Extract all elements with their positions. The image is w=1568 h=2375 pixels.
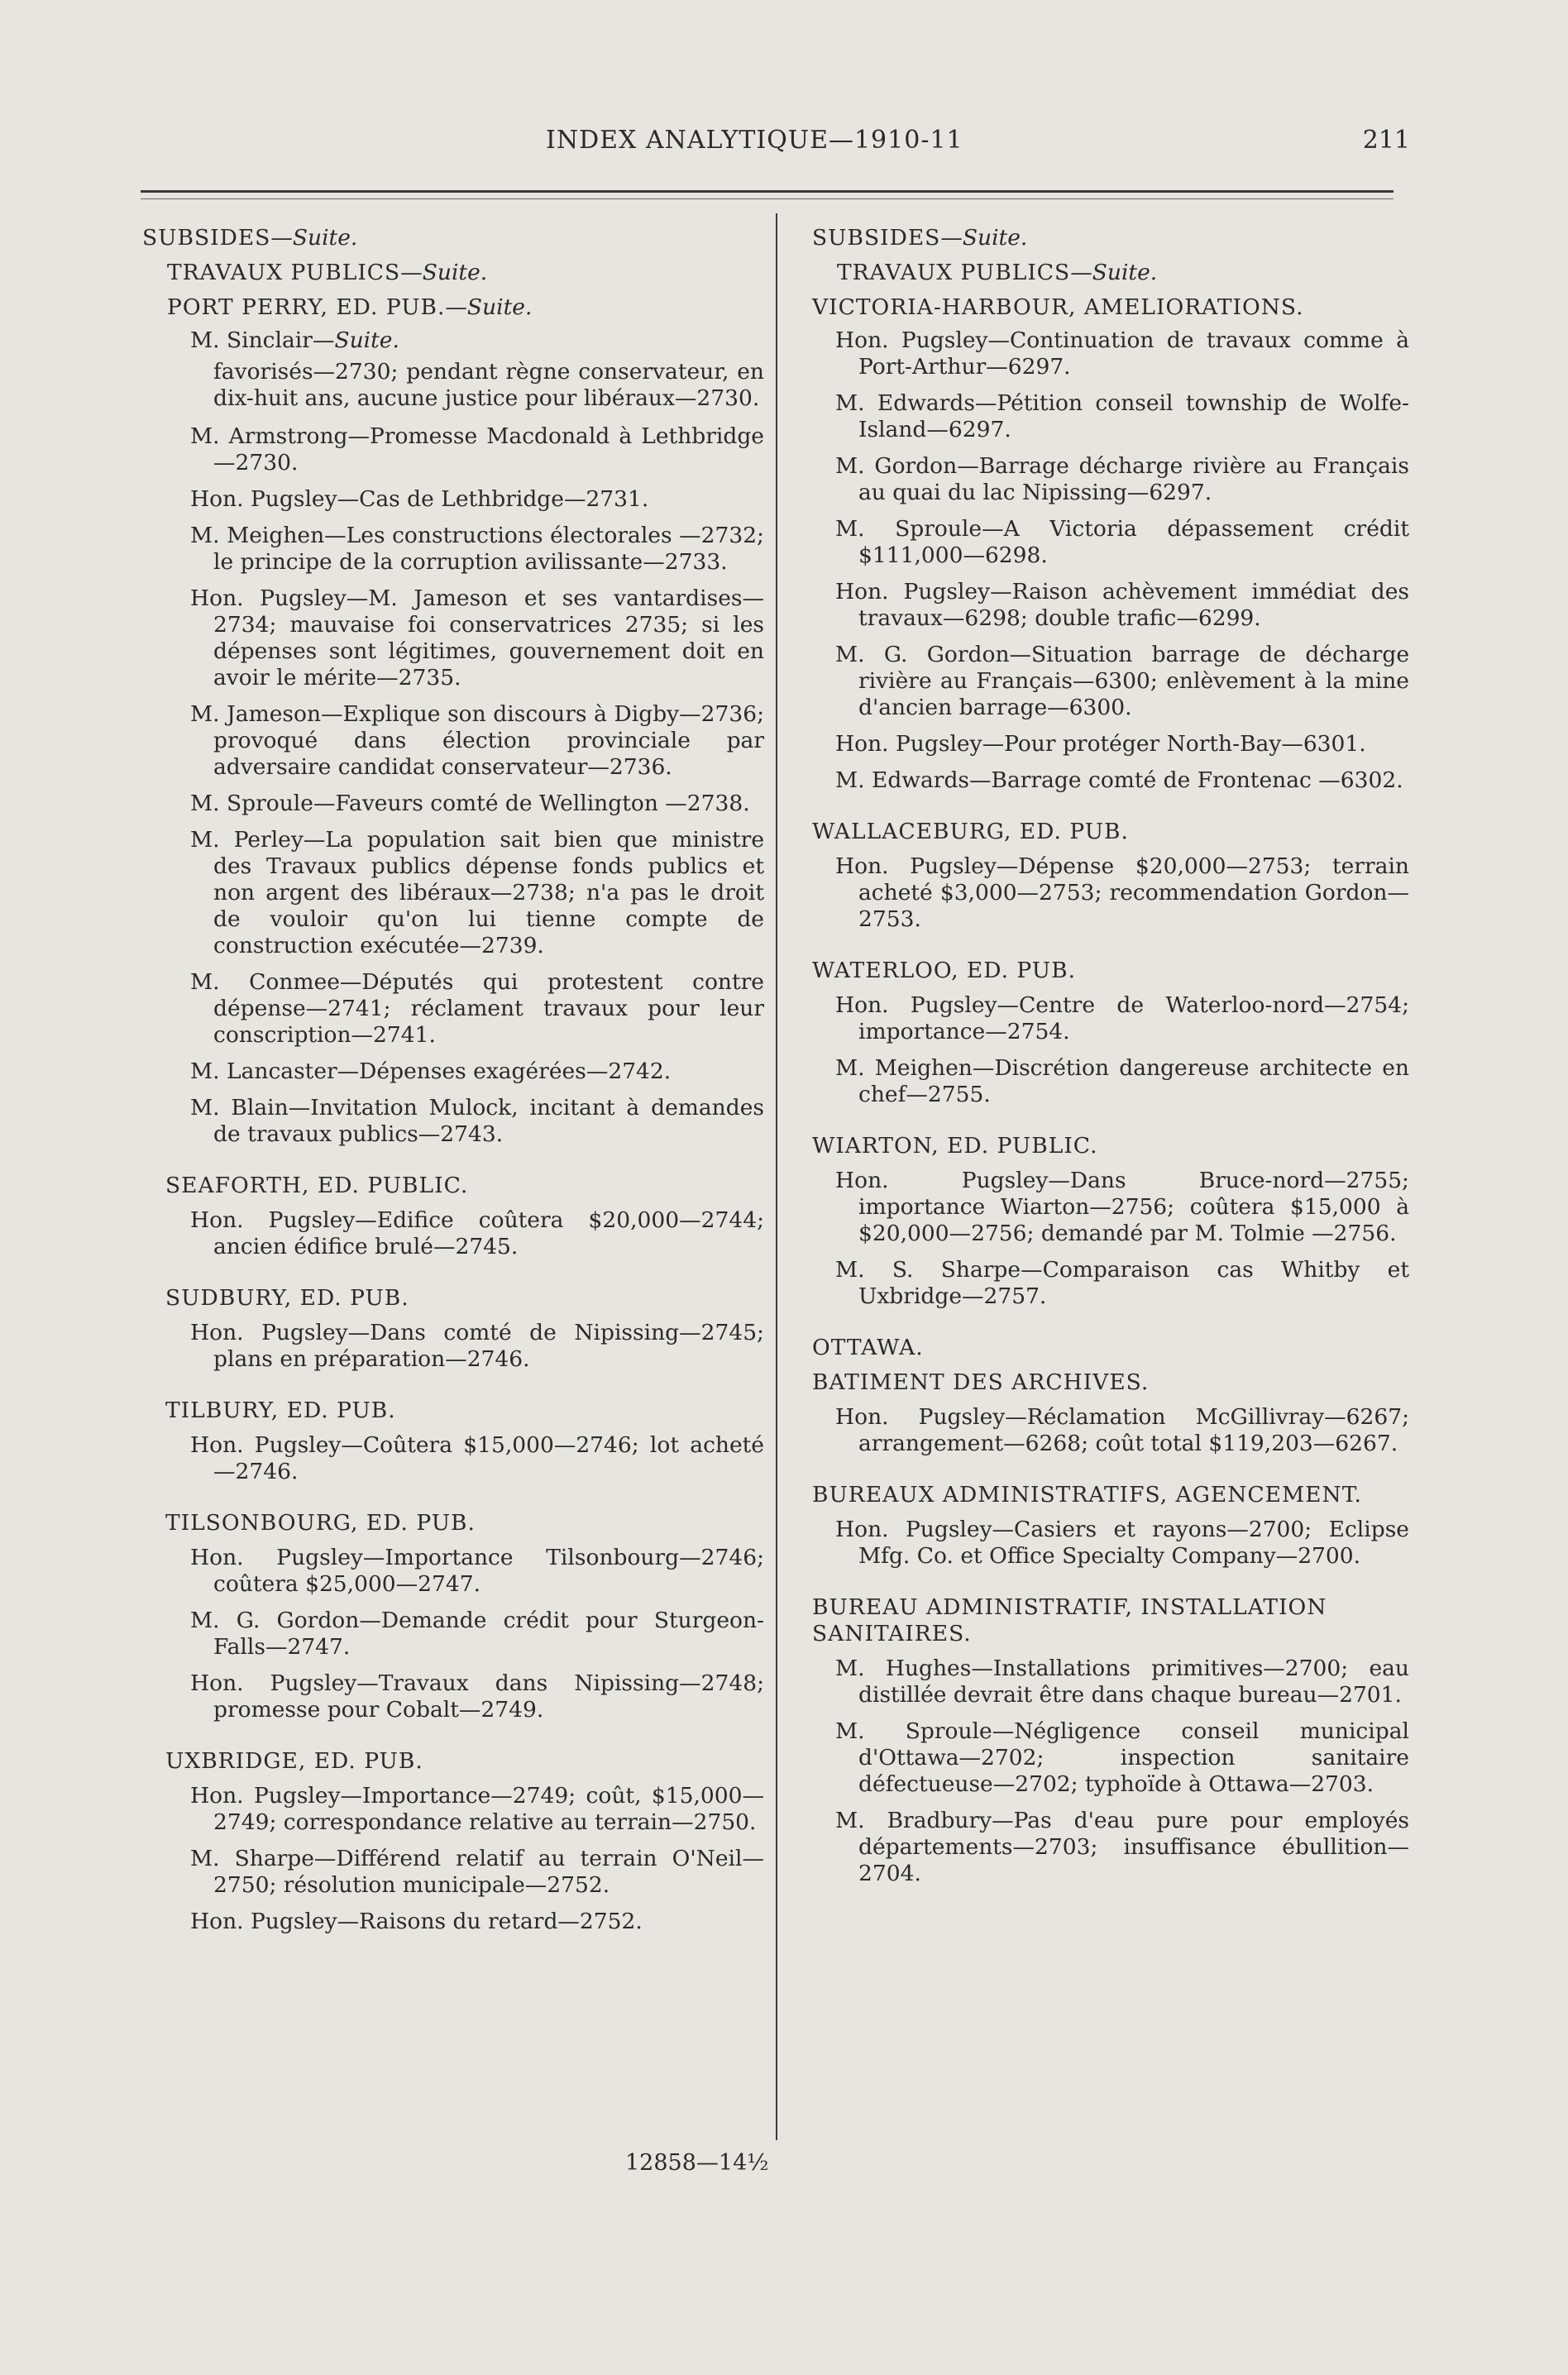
sinclair-text: favorisés—2730; pendant règne conservateur, en dix-huit ans, aucune justice pour libéraux—2730.	[213, 359, 764, 411]
index-entry: Hon. Pugsley—Raisons du retard—2752.	[190, 1909, 643, 1934]
index-entry: Hon. Pugsley—Importance Tilsonbourg—2746; coûtera $25,000—2747.	[190, 1545, 764, 1597]
index-entry: M. Meighen—Les constructions électorales —2732; le principe de la corruption avilissante—2733.	[190, 523, 764, 575]
index-entry: Hon. Pugsley—Coûtera $15,000—2746; lot acheté—2746.	[190, 1432, 764, 1484]
index-entry: M. G. Gordon—Situation barrage de décharge rivière au Français—6300; enlèvement à la mine d'ancien barrage—6300.	[835, 642, 1409, 720]
section-heading: TILSONBOURG, ED. PUB.	[165, 1510, 476, 1536]
index-entry: Hon. Pugsley—Dans comté de Nipissing—2745; plans en préparation—2746.	[190, 1320, 764, 1372]
heading-port-perry: PORT PERRY, ED. PUB.—Suite.	[167, 294, 533, 320]
page-header	[141, 126, 1410, 167]
index-entry: Hon. Pugsley—Travaux dans Nipissing—2748; promesse pour Cobalt—2749.	[190, 1670, 764, 1723]
index-entry: M. Perley—La population sait bien que ministre des Travaux publics dépense fonds publics et non argent des libéraux—2738; n'a pas le droit de vouloir qu'on lui tienne compte de construction exécutée—2739.	[190, 827, 764, 958]
ottawa-subsections	[812, 1369, 1409, 1887]
heading-subsides: SUBSIDES—Suite.	[142, 225, 358, 251]
index-entry: M. Sproule—Négligence conseil municipal d'Ottawa—2702; inspection sanitaire défectueuse—2702; typhoïde à Ottawa—2703.	[835, 1718, 1409, 1797]
index-entry: Hon. Pugsley—Importance—2749; coût, $15,000—2749; correspondance relative au terrain—2750.	[190, 1783, 764, 1835]
left-column	[142, 225, 764, 1945]
index-entry: M. Sproule—Faveurs comté de Wellington —2738.	[190, 791, 750, 816]
subsection-heading: BUREAU ADMINISTRATIF, INSTALLATION SANITAIRES.	[812, 1594, 1327, 1646]
header-rule-thin	[141, 198, 1394, 199]
index-entry: Hon. Pugsley—Continuation de travaux comme à Port-Arthur—6297.	[835, 327, 1409, 380]
left-sections	[142, 1173, 764, 1935]
index-entry: Hon. Pugsley—Casiers et rayons—2700; Eclipse Mfg. Co. et Office Specialty Company—2700.	[835, 1517, 1409, 1569]
section-heading: WALLACEBURG, ED. PUB.	[812, 819, 1129, 844]
section-heading: TILBURY, ED. PUB.	[165, 1398, 396, 1423]
section-heading: UXBRIDGE, ED. PUB.	[165, 1748, 423, 1774]
index-entry: M. S. Sharpe—Comparaison cas Whitby et Uxbridge—2757.	[835, 1257, 1409, 1309]
running-title: INDEX ANALYTIQUE—1910-11	[546, 126, 963, 155]
victoria-harbour-entries	[812, 327, 1409, 794]
index-entry: M. Hughes—Installations primitives—2700; eau distillée devrait être dans chaque bureau—2701.	[835, 1656, 1409, 1708]
index-entry: Hon. Pugsley—Raison achèvement immédiat des travaux—6298; double trafic—6299.	[835, 579, 1409, 631]
heading-victoria-harbour: VICTORIA-HARBOUR, AMELIORATIONS.	[812, 294, 1304, 320]
index-entry: M. Blain—Invitation Mulock, incitant à demandes de travaux publics—2743.	[190, 1095, 764, 1147]
heading-ottawa: OTTAWA.	[812, 1335, 924, 1360]
section-heading: WIARTON, ED. PUBLIC.	[812, 1133, 1098, 1159]
index-entry: Hon. Pugsley—Dépense $20,000—2753; terrain acheté $3,000—2753; recommendation Gordon—2753.	[835, 853, 1409, 932]
index-entry: Hon. Pugsley—Réclamation McGillivray—6267; arrangement—6268; coût total $119,203—6267.	[835, 1404, 1409, 1456]
index-entry: Hon. Pugsley—Dans Bruce-nord—2755; importance Wiarton—2756; coûtera $15,000 à $20,000—2756; demandé par M. Tolmie —2756.	[835, 1168, 1409, 1246]
index-entry: M. Edwards—Pétition conseil township de Wolfe-Island—6297.	[835, 390, 1409, 442]
section-heading: SUDBURY, ED. PUB.	[165, 1285, 409, 1311]
index-entry: M. Bradbury—Pas d'eau pure pour employés départements—2703; insuffisance ébullition—2704.	[835, 1808, 1409, 1886]
index-entry: Hon. Pugsley—Edifice coûtera $20,000—2744; ancien édifice brulé—2745.	[190, 1207, 764, 1259]
header-rule	[141, 190, 1394, 193]
section-heading: SEAFORTH, ED. PUBLIC.	[165, 1173, 469, 1198]
page-number: 211	[1362, 126, 1410, 155]
index-entry: Hon. Pugsley—M. Jameson et ses vantardises—2734; mauvaise foi conservatrices 2735; si les dépenses sont légitimes, gouvernement doit en avoir le mérite—2735.	[190, 585, 764, 691]
index-entry: M. Jameson—Explique son discours à Digby—2736; provoqué dans élection provinciale par adversaire candidat conservateur—2736.	[190, 701, 764, 780]
heading-travaux-publics-right: TRAVAUX PUBLICS—Suite.	[837, 260, 1158, 285]
column-divider	[776, 213, 777, 2140]
index-entry: M. G. Gordon—Demande crédit pour Sturgeon-Falls—2747.	[190, 1608, 764, 1660]
index-entry: M. Sharpe—Différend relatif au terrain O'Neil—2750; résolution municipale—2752.	[190, 1846, 764, 1898]
index-entry: M. Gordon—Barrage décharge rivière au Français au quai du lac Nipissing—6297.	[835, 453, 1409, 505]
heading-subsides-right: SUBSIDES—Suite.	[812, 225, 1028, 251]
port-perry-entries	[142, 423, 764, 1148]
right-column	[812, 225, 1409, 1897]
index-entry: M. Meighen—Discrétion dangereuse architecte en chef—2755.	[835, 1055, 1409, 1107]
index-entry: M. Edwards—Barrage comté de Frontenac —6302.	[835, 767, 1403, 793]
index-entry: M. Armstrong—Promesse Macdonald à Lethbridge—2730.	[190, 423, 764, 475]
index-entry: M. Lancaster—Dépenses exagérées—2742.	[190, 1058, 672, 1084]
index-entry: Hon. Pugsley—Centre de Waterloo-nord—2754; importance—2754.	[835, 992, 1409, 1044]
section-heading: WATERLOO, ED. PUB.	[812, 958, 1077, 983]
index-entry: M. Sproule—A Victoria dépassement crédit $111,000—6298.	[835, 516, 1409, 568]
heading-travaux-publics: TRAVAUX PUBLICS—Suite.	[167, 260, 488, 285]
right-sections	[812, 819, 1409, 1310]
index-entry: Hon. Pugsley—Pour protéger North-Bay—6301.	[835, 731, 1366, 757]
subsection-heading: BUREAUX ADMINISTRATIFS, AGENCEMENT.	[812, 1482, 1362, 1508]
index-entry: M. Conmee—Députés qui protestent contre dépense—2741; réclament travaux pour leur conscription—2741.	[190, 969, 764, 1048]
subsection-heading: BATIMENT DES ARCHIVES.	[812, 1369, 1150, 1395]
index-entry: Hon. Pugsley—Cas de Lethbridge—2731.	[190, 486, 649, 512]
printer-signature: 12858—14½	[625, 2150, 769, 2176]
speaker-sinclair: M. Sinclair—Suite.	[190, 327, 399, 353]
